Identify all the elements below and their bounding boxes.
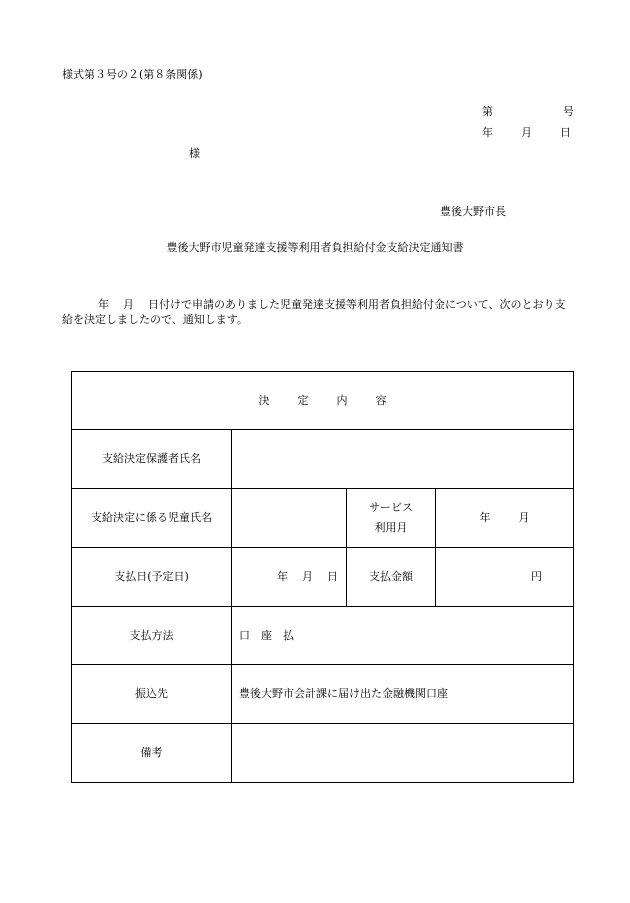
- date-day: 日: [560, 126, 571, 139]
- service-month-label: サービス 利用月: [347, 489, 436, 548]
- payment-date-label: 支払日(予定日): [72, 548, 232, 607]
- payment-amount-label: 支払金額: [347, 548, 436, 607]
- document-title: 豊後大野市児童発達支援等利用者負担給付金支給決定通知書: [166, 241, 464, 254]
- service-month-value: 年 月: [436, 489, 574, 548]
- body-year: 年: [98, 298, 109, 311]
- date-year: 年: [482, 126, 493, 139]
- bank-transfer-value: 豊後大野市会計課に届け出た金融機関口座: [232, 665, 574, 724]
- issue-date-line: [482, 126, 571, 140]
- guardian-name-label: 支給決定保護者氏名: [72, 430, 232, 489]
- payment-date-value: 年 月 日: [232, 548, 347, 607]
- child-name-label: 支給決定に係る児童氏名: [72, 489, 232, 548]
- table-heading: 決 定 内 容: [72, 372, 574, 430]
- bank-transfer-label: 振込先: [72, 665, 232, 724]
- remarks-label: 備考: [72, 724, 232, 783]
- payment-amount-value: 円: [436, 548, 574, 607]
- body-paragraph: [62, 297, 572, 327]
- guardian-name-value: [232, 430, 574, 489]
- document-number-line: [482, 105, 574, 119]
- number-suffix: 号: [563, 105, 574, 118]
- payment-method-value: 口 座 払: [232, 607, 574, 665]
- body-month: 月: [123, 298, 134, 311]
- addressee-line: 様: [189, 147, 200, 160]
- remarks-value: [232, 724, 574, 783]
- issuer-name: 豊後大野市長: [440, 205, 506, 218]
- payment-method-label: 支払方法: [72, 607, 232, 665]
- decision-table: [71, 371, 574, 783]
- form-number: 様式第３号の２(第８条関係): [62, 68, 203, 81]
- date-month: 月: [521, 126, 532, 139]
- child-name-value: [232, 489, 347, 548]
- body-text: 日付けで申請のありました児童発達支援等利用者負担給付金について、次のとおり支給を決定しましたので、通知します。: [62, 298, 566, 326]
- number-prefix: 第: [482, 105, 493, 118]
